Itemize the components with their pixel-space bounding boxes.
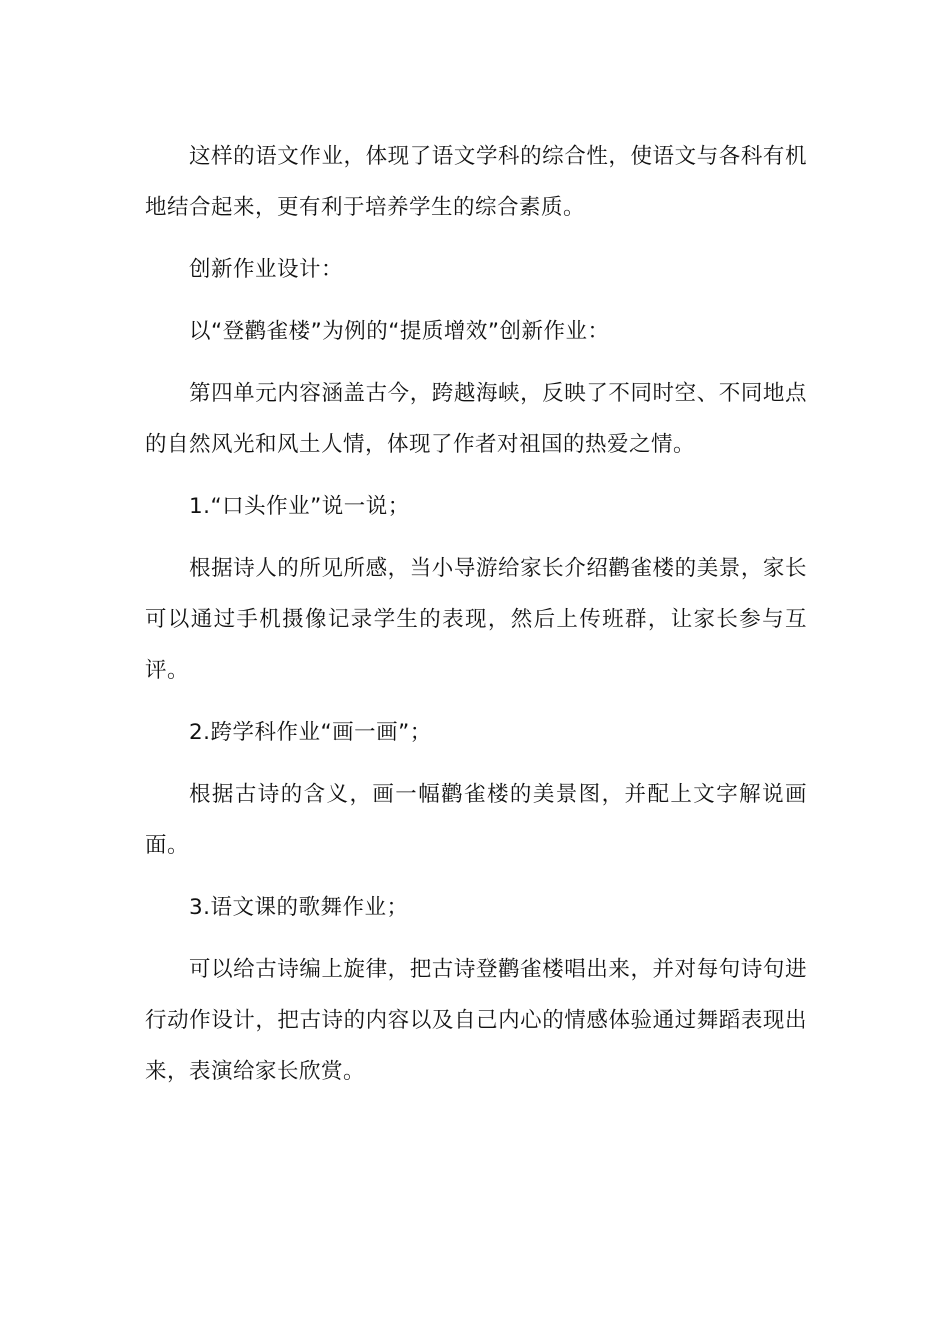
item-3-title: 3.语文课的歌舞作业； <box>189 895 409 920</box>
item-1-title: 1.“口头作业”说一说； <box>189 494 410 519</box>
document-body <box>145 131 807 1108</box>
paragraph-unit-four: 第四单元内容涵盖古今，跨越海峡，反映了不同时空、不同地点的自然风光和风土人情，体现了作者对祖国的热爱之情。 <box>145 381 807 457</box>
item-2-body: 根据古诗的含义，画一幅鹳雀楼的美景图，并配上文字解说画面。 <box>145 782 807 858</box>
heading-example: 以“登鹳雀楼”为例的“提质增效”创新作业： <box>189 319 610 344</box>
item-3-body: 可以给古诗编上旋律，把古诗登鹳雀楼唱出来，并对每句诗句进行动作设计，把古诗的内容以及自己内心的情感体验通过舞蹈表现出来，表演给家长欣赏。 <box>145 957 807 1084</box>
paragraph-integration: 这样的语文作业，体现了语文学科的综合性，使语文与各科有机地结合起来，更有利于培养学生的综合素质。 <box>145 144 807 220</box>
item-2-title: 2.跨学科作业“画一画”； <box>189 720 432 745</box>
heading-innovative-design: 创新作业设计： <box>189 257 344 282</box>
item-1-body: 根据诗人的所见所感，当小导游给家长介绍鹳雀楼的美景，家长可以通过手机摄像记录学生的表现，然后上传班群，让家长参与互评。 <box>145 556 807 683</box>
